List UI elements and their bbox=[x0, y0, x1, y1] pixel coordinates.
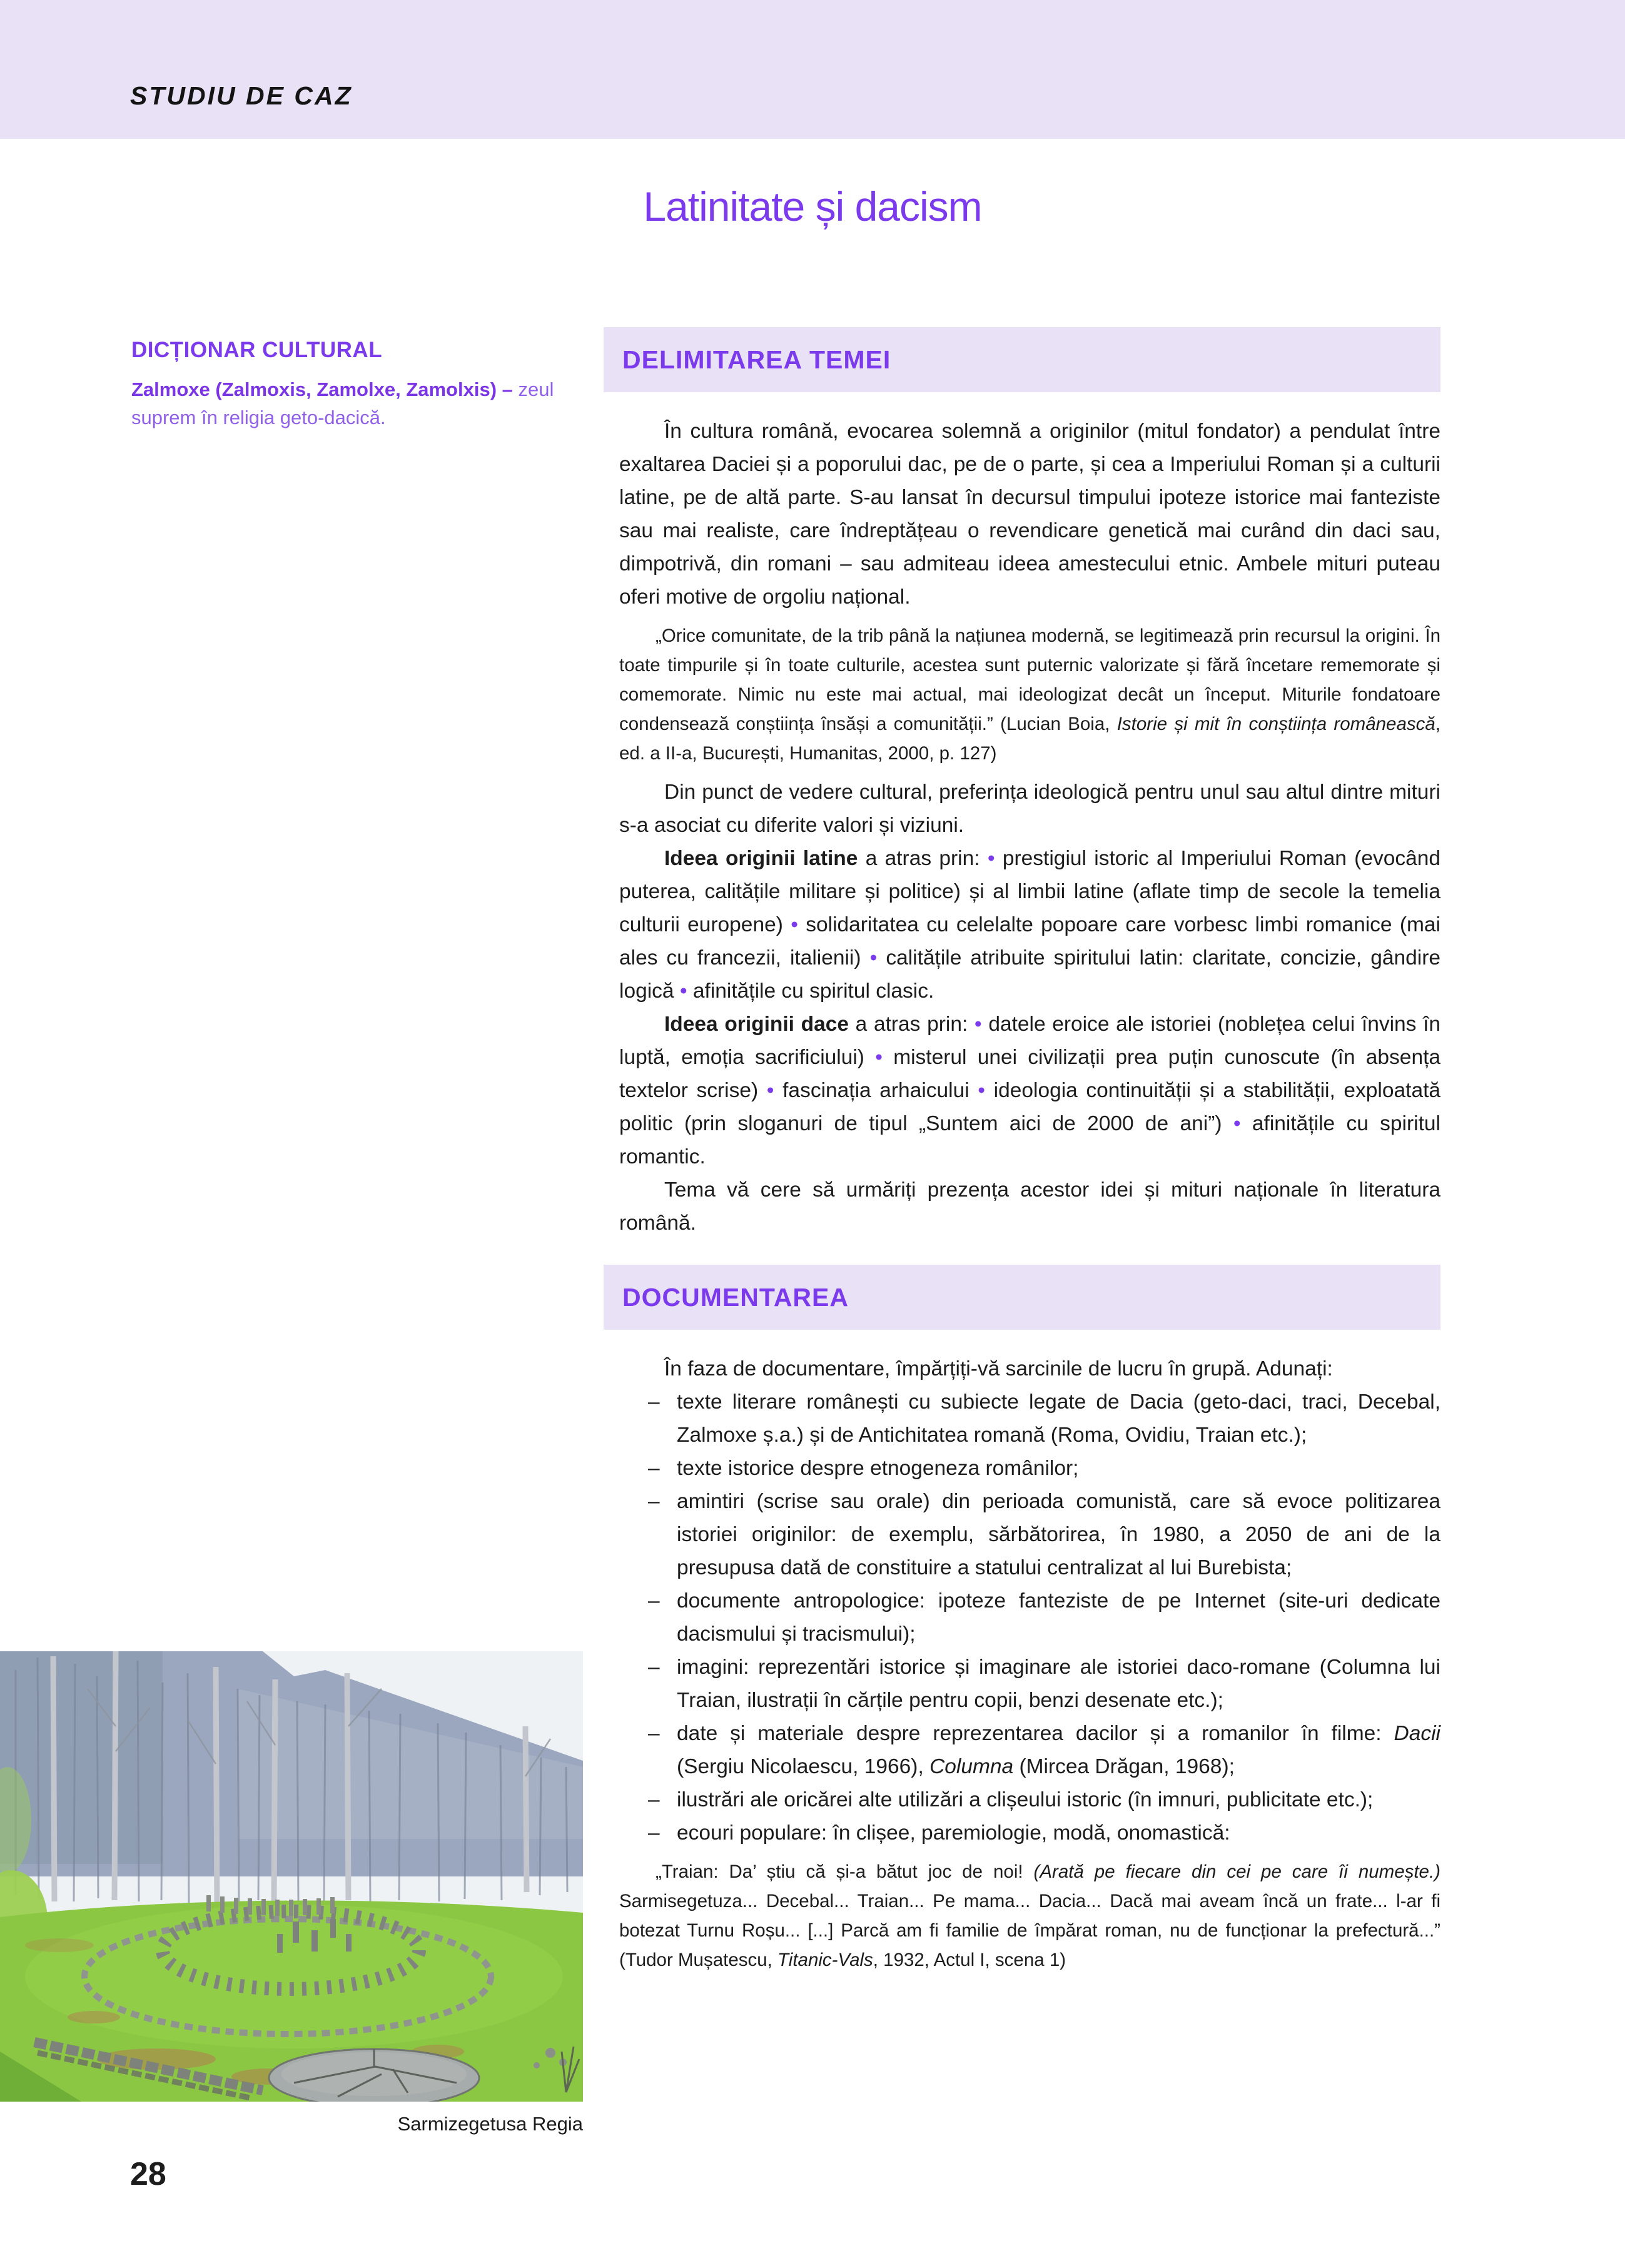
lead-dace: Ideea originii dace bbox=[664, 1013, 849, 1036]
cultural-dictionary-sidebar bbox=[131, 338, 584, 432]
quote-book-title: Istorie și mit în conștiința românească bbox=[1116, 714, 1435, 734]
bullet-icon: • bbox=[875, 1046, 883, 1069]
dace-intro: a atras prin: bbox=[849, 1013, 974, 1036]
bullet-icon: • bbox=[766, 1079, 774, 1102]
list-item-text: ilustrări ale oricărei alte utilizări a clișeului istoric (în imnuri, publicitate etc.); bbox=[677, 1788, 1374, 1811]
dash-marker: – bbox=[648, 1390, 660, 1414]
lead-latine: Ideea originii latine bbox=[664, 847, 858, 870]
latine-item: solidaritatea cu celelalte popoare care vorbesc limbi romanice (mai ales cu francezii, italienii) bbox=[619, 913, 1440, 969]
paragraph-tema: Tema vă cere să urmăriți prezența acestor idei și mituri naționale în literatura română. bbox=[619, 1178, 1440, 1235]
dace-item: datele eroice ale istoriei (noblețea celui învins în luptă, emoția sacrificiului) bbox=[619, 1013, 1441, 1069]
section-eyebrow: STUDIU DE CAZ bbox=[130, 81, 353, 110]
dace-item: ideologia continuității și a stabilității, exploatată politic (prin sloganuri de tipul „Suntem aici de 2000 de ani”) bbox=[619, 1079, 1441, 1135]
paragraph-dace bbox=[619, 1008, 1440, 1173]
dash-marker: – bbox=[648, 1722, 660, 1745]
header-band bbox=[0, 0, 1625, 139]
list-item-text: texte literare românești cu subiecte legate de Dacia (geto-daci, traci, Decebal, Zalmoxe ș.a.) și de Antichitatea romană (Roma, Ovidiu, Traian etc.); bbox=[677, 1390, 1440, 1447]
bullet-icon: • bbox=[987, 847, 995, 870]
dash-marker: – bbox=[648, 1821, 660, 1845]
film-title: Columna bbox=[929, 1755, 1014, 1778]
quote-text: „Traian: Da’ știu că și-a bătut joc de noi! bbox=[656, 1861, 1034, 1882]
list-item-text: imagini: reprezentări istorice și imaginare ale istoriei daco-romane (Columna lui Traian, ilustrații în cărțile pentru copii, benzi desenate etc.); bbox=[677, 1656, 1440, 1712]
quote-text: Sarmisegetuza... Decebal... Traian... Pe mama... Dacia... Dacă mai aveam încă un frate... l-ar fi botezat Turnu Roșu... [...] Parcă am fi familie de împărat roman, nu de funcționar la prefectură...” (Tudor Mușatescu, bbox=[619, 1891, 1440, 1970]
photo-caption: Sarmizegetusa Regia bbox=[397, 2113, 583, 2135]
section-heading-delimitarea: DELIMITAREA TEMEI bbox=[604, 327, 1440, 392]
film-title: Dacii bbox=[1394, 1722, 1440, 1745]
paragraph-documentare-intro: În faza de documentare, împărțiți-vă sarcinile de lucru în grupă. Adunați: bbox=[664, 1357, 1333, 1380]
documentation-list bbox=[619, 1385, 1440, 1850]
main-column bbox=[604, 327, 1440, 1982]
list-item bbox=[619, 1584, 1440, 1651]
quote-text: „Orice comunitate, de la trib până la națiunea modernă, se legitimează prin recursul la origini. În toate timpurile și în toate culturile, acestea sunt puternic valorizate și fără încetare rememorate și comemorate. Nimic nu este mai actual, mai ideologizat decât un început. Miturile fondatoare condensează conștiința însăși a comunității.” (Lucian Boia, bbox=[619, 625, 1440, 734]
bullet-icon: • bbox=[869, 946, 878, 969]
dictionary-term: Zalmoxe (Zalmoxis, Zamolxe, Zamolxis) – bbox=[131, 378, 513, 400]
quote-lucian-boia bbox=[619, 621, 1440, 768]
quote-musatescu bbox=[619, 1857, 1440, 1975]
list-item bbox=[619, 1816, 1440, 1850]
landscape-photo-illustration bbox=[0, 1651, 583, 2102]
paragraph-intro: În cultura română, evocarea solemnă a originilor (mitul fondator) a pendulat între exaltarea Daciei și a poporului dac, pe de o parte, și cea a Imperiului Roman și a culturii latine, pe de altă parte. S-au lansat în decursul timpului ipoteze istorice mai fanteziste sau mai realiste, care îndreptățeau o revendicare genetică mai curând din daci sau, dimpotrivă, din romani – sau admiteau ideea amestecului etnic. Ambele mituri puteau oferi motive de orgoliu național. bbox=[619, 420, 1440, 609]
quote-reference: , 1932, Actul I, scena 1) bbox=[873, 1950, 1066, 1970]
bullet-icon: • bbox=[974, 1013, 982, 1036]
dace-item: misterul unei civilizații prea puțin cunoscute (în absența textelor scrise) bbox=[619, 1046, 1441, 1102]
latine-item: calitățile atribuite spiritului latin: claritate, concizie, gândire logică bbox=[619, 946, 1441, 1003]
list-item-text: documente antropologice: ipoteze fanteziste de pe Internet (site-uri dedicate dacismului și tracismului); bbox=[677, 1589, 1440, 1646]
bullet-icon: • bbox=[791, 913, 798, 936]
page-number: 28 bbox=[130, 2156, 166, 2192]
dash-marker: – bbox=[648, 1457, 660, 1480]
bullet-icon: • bbox=[978, 1079, 986, 1102]
list-item-text: (Sergiu Nicolaescu, 1966), bbox=[677, 1755, 930, 1778]
stage-direction: (Arată pe fiecare din cei pe care îi numește.) bbox=[1033, 1861, 1440, 1882]
list-item-text: amintiri (scrise sau orale) din perioada comunistă, care să evoce politizarea istoriei originilor: de exemplu, sărbătorirea, în 1980, a 2050 de ani de la presupusa dată de constituire a statului centralizat al lui Burebista; bbox=[677, 1490, 1440, 1579]
list-item bbox=[619, 1452, 1440, 1485]
play-title: Titanic-Vals bbox=[777, 1950, 873, 1970]
dace-item: afinitățile cu spiritul romantic. bbox=[619, 1112, 1440, 1168]
list-item bbox=[619, 1651, 1440, 1717]
dash-marker: – bbox=[648, 1656, 660, 1679]
page-title: Latinitate și dacism bbox=[643, 183, 982, 230]
sarmizegetusa-photo bbox=[0, 1651, 583, 2102]
dash-marker: – bbox=[648, 1589, 660, 1612]
latine-item: prestigiul istoric al Imperiului Roman (evocând puterea, calitățile militare și politice) și al limbii latine (aflate timp de secole la temelia culturii europene) bbox=[619, 847, 1440, 936]
list-item-text: texte istorice despre etnogeneza românilor; bbox=[677, 1457, 1079, 1480]
list-item bbox=[619, 1485, 1440, 1584]
sidebar-entry bbox=[131, 375, 584, 432]
latine-intro: a atras prin: bbox=[858, 847, 988, 870]
dash-marker: – bbox=[648, 1788, 660, 1811]
bullet-icon: • bbox=[1233, 1112, 1241, 1135]
list-item-text: (Mircea Drăgan, 1968); bbox=[1013, 1755, 1235, 1778]
list-item-films bbox=[619, 1717, 1440, 1783]
bullet-icon: • bbox=[679, 980, 687, 1003]
paragraph-latine bbox=[619, 842, 1440, 1008]
dash-marker: – bbox=[648, 1490, 660, 1513]
paragraph-cultural: Din punct de vedere cultural, preferința ideologică pentru unul sau altul dintre mituri s-a asociat cu diferite valori și viziuni. bbox=[619, 781, 1440, 837]
list-item-text: ecouri populare: în clișee, paremiologie, modă, onomastică: bbox=[677, 1821, 1230, 1845]
dace-item: fascinația arhaicului bbox=[782, 1079, 978, 1102]
sidebar-heading: DICȚIONAR CULTURAL bbox=[131, 338, 383, 362]
dictionary-definition: zeul suprem în religia geto-dacică. bbox=[131, 378, 554, 428]
latine-item: afinitățile cu spiritul clasic. bbox=[692, 980, 934, 1003]
list-item bbox=[619, 1783, 1440, 1816]
list-item-text: date și materiale despre reprezentarea dacilor și a romanilor în filme: bbox=[677, 1722, 1394, 1745]
list-item bbox=[619, 1385, 1440, 1452]
quote-reference: , ed. a II-a, București, Humanitas, 2000, p. 127) bbox=[619, 714, 1440, 764]
section-heading-documentarea: DOCUMENTAREA bbox=[604, 1265, 1440, 1330]
